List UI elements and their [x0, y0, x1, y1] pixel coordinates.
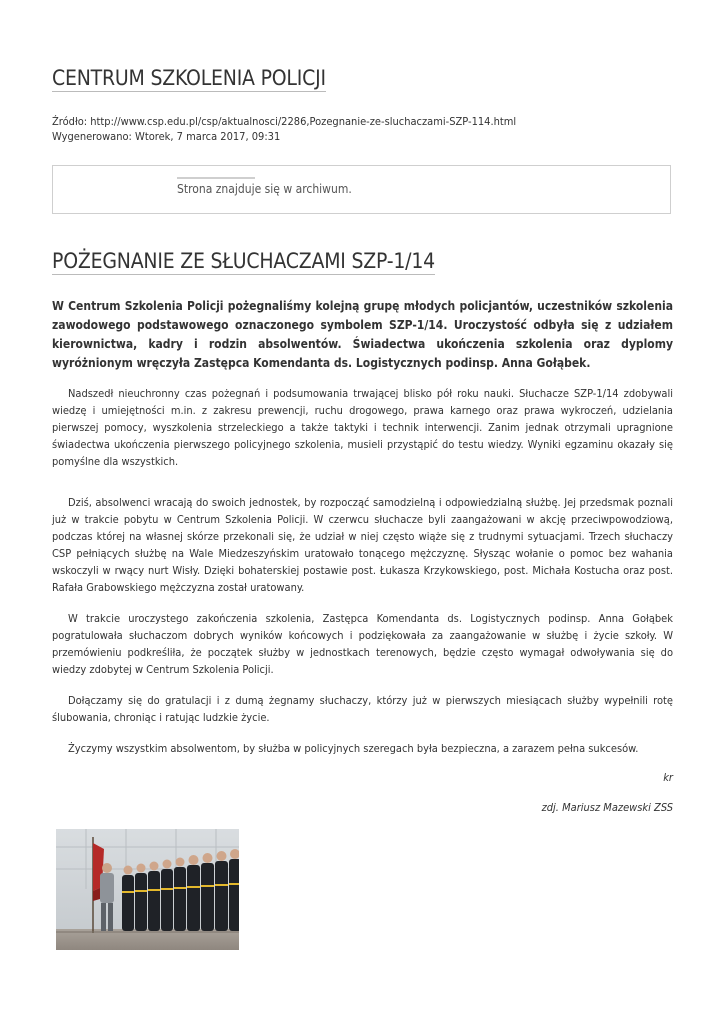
archive-divider [177, 177, 255, 179]
article-paragraph-4: Dołączamy się do gratulacji i z dumą żegnamy słuchaczy, którzy już w pierwszych miesiącach służby wypełnili rotę ślubowania, chroniąc i ratując ludzkie życie. [52, 694, 673, 724]
archive-notice: Strona znajduje się w archiwum. [177, 182, 352, 196]
article-lead: W Centrum Szkolenia Policji pożegnaliśmy kolejną grupę młodych policjantów, uczestników szkolenia zawodowego podstawowego oznaczonego symbolem SZP-1/14. Uroczystość odbyła się z udziałem kierownictwa, kadry i rodzin absolwentów. Świadectwa ukończenia szkolenia oraz dyplomy wyróżnionym wręczyła Zastępca Komendanta ds. Logistycznych podinsp. Anna Gołąbek. [52, 299, 673, 370]
ceremony-photo [56, 829, 239, 950]
generated-line: Wygenerowano: Wtorek, 7 marca 2017, 09:31 [52, 130, 281, 143]
signature-initials: kr [663, 771, 673, 784]
article-paragraph-3: W trakcie uroczystego zakończenia szkolenia, Zastępca Komendanta ds. Logistycznych podinsp. Anna Gołąbek pogratulowała słuchaczom dobrych wyników końcowych i podziękowała za zaangażowanie w służbę i życie szkoły. W przemówieniu podkreśliła, że początek służby w jednostkach terenowych, będzie często wymagał odwoływania się do wiedzy zdobytej w Centrum Szkolenia Policji. [52, 612, 673, 676]
article-title: POŻEGNANIE ZE SŁUCHACZAMI SZP-1/14 [52, 249, 435, 273]
site-title: CENTRUM SZKOLENIA POLICJI [52, 66, 326, 90]
photo-credit: zdj. Mariusz Mazewski ZSS [541, 801, 673, 814]
article-paragraph-2: Dziś, absolwenci wracają do swoich jednostek, by rozpocząć samodzielną i odpowiedzialną służbę. Jej przedsmak poznali już w trakcie pobytu w Centrum Szkolenia Policji. W czerwcu słuchacze byli zaangażowani w akcję przeciwpowodziową, podczas której na własnej skórze przekonali się, że udział w niej często wiąże się z trudnymi sytuacjami. Trzech słuchaczy CSP pełniących służbę na Wale Miedzeszyńskim uratowało tonącego mężczyznę. Słysząc wołanie o pomoc bez wahania wskoczyli w rwący nurt Wisły. Dzięki bohaterskiej postawie post. Łukasza Krzykowskiego, post. Michała Kostucha oraz post. Rafała Grabowskiego mężczyzna został uratowany. [52, 496, 673, 594]
article-paragraph-1: Nadszedł nieuchronny czas pożegnań i podsumowania trwającej blisko pół roku nauki. Słuchacze SZP-1/14 zdobywali wiedzę i umiejętności m.in. z zakresu prewencji, ruchu drogowego, prawa karnego oraz prawa wykroczeń, udzielania pierwszej pomocy, wyszkolenia strzeleckiego a także taktyki i technik interwencji. Zanim jednak otrzymali upragnione świadectwa ukończenia pierwszego policyjnego szkolenia, musieli przystąpić do testu wiedzy. Wyniki egzaminu okazały się pomyślne dla wszystkich. [52, 387, 673, 468]
source-line: Źródło: http://www.csp.edu.pl/csp/aktualnosci/2286,Pozegnanie-ze-sluchaczami-SZP-114.html [52, 115, 517, 128]
document-meta [52, 114, 516, 144]
archive-notice-box [52, 165, 671, 214]
article-paragraph-5: Życzymy wszystkim absolwentom, by służba w policyjnych szeregach była bezpieczna, a zarazem pełna sukcesów. [68, 742, 639, 755]
